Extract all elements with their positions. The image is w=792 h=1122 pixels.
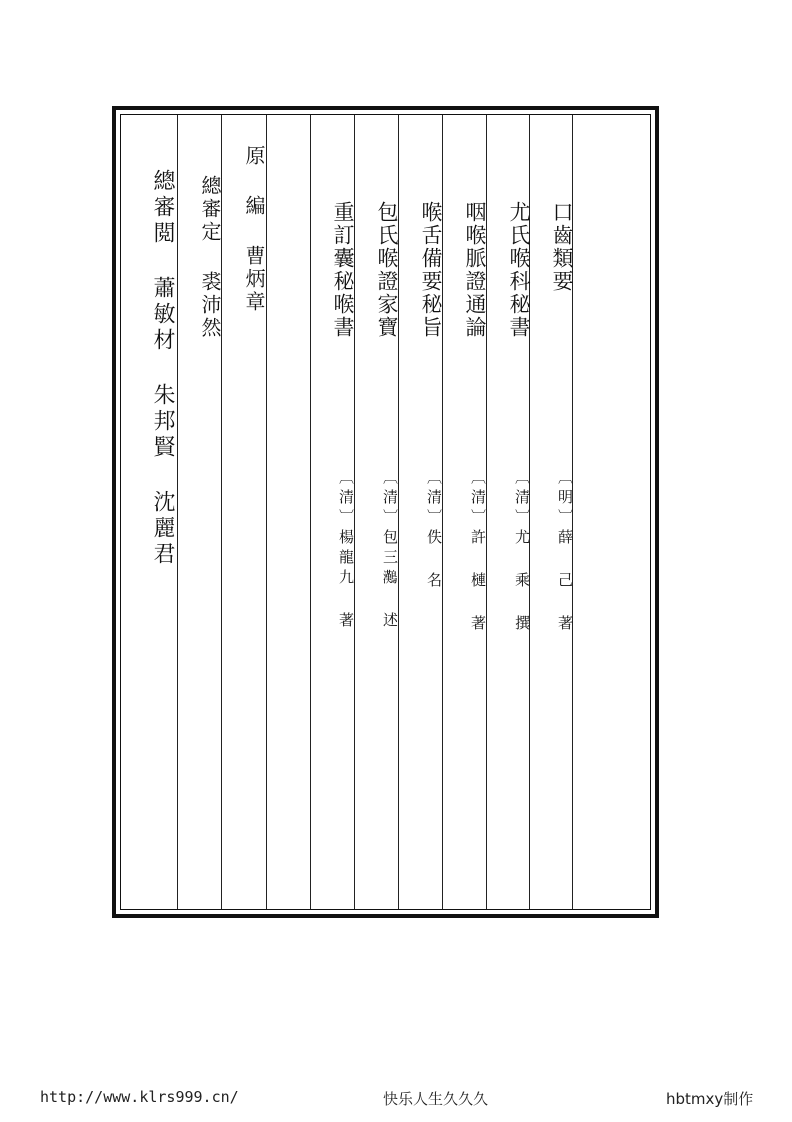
book-author: 〔清〕尤 乘 撰 [513,469,531,635]
book-column [443,115,485,909]
column-rule [266,115,267,909]
reviewer-column [178,115,220,909]
footer-center-text: 快乐人生久久久 [383,1090,489,1108]
page-border [112,106,659,918]
book-title: 包氏喉證家寶 [375,201,399,339]
book-title: 咽喉脈證通論 [463,201,487,339]
book-column [311,115,353,909]
original-editor: 原 編 曹炳章 [242,145,266,314]
book-author: 〔清〕許 槤 著 [469,469,487,635]
chief-reviewer: 總審定 裘沛然 [198,175,222,340]
editor-column [222,115,264,909]
chief-reviewer-column [131,115,173,909]
book-title: 尤氏喉科秘書 [507,201,531,339]
book-column [355,115,397,909]
book-title: 喉舌備要秘旨 [419,201,443,339]
book-author: 〔清〕楊龍九 著 [337,469,355,632]
book-author: 〔清〕包三𤅩 述 [381,469,399,632]
book-column [399,115,441,909]
footer-url[interactable]: http://www.klrs999.cn/ [40,1088,239,1106]
book-column [530,115,572,909]
book-author: 〔清〕佚 名 [425,469,443,592]
book-title: 重訂囊秘喉書 [331,201,355,339]
book-author: 〔明〕薛 己 著 [556,469,574,635]
book-title: 口齒類要 [550,201,574,293]
chief-review-board: 總審閲 蕭敏材 朱邦賢 沈麗君 [150,169,175,568]
footer-credit: hbtmxy制作 [666,1090,754,1108]
page-inner-border [120,114,651,910]
book-column [487,115,529,909]
